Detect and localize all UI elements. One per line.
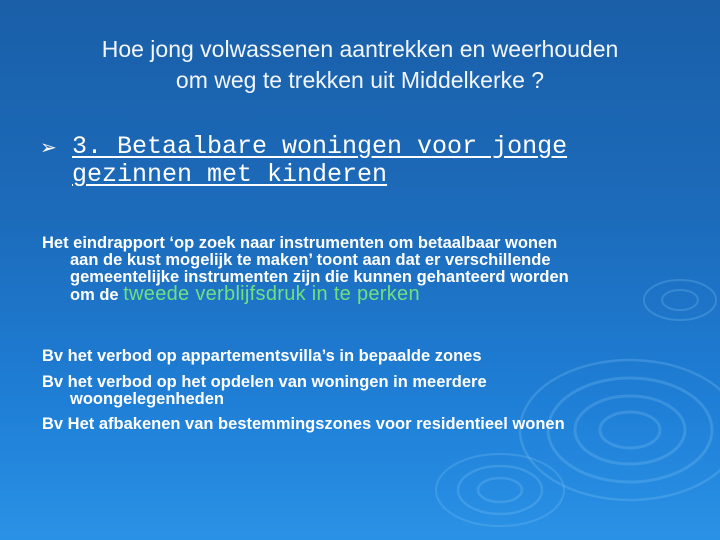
title-line-1: Hoe jong volwassenen aantrekken en weerhouden	[101, 36, 619, 62]
heading-line-2: gezinnen met kinderen	[72, 160, 388, 189]
highlight-text: tweede verblijfsdruk in te perken	[123, 283, 420, 305]
para-line-3: gemeentelijke instrumenten zijn die kunnen gehanteerd worden	[70, 268, 569, 286]
example-1-line-1: Bv het verbod op appartementsvilla’s in bepaalde zones	[42, 347, 482, 365]
example-2-line-1: Bv het verbod op het opdelen van woningen in meerdere	[42, 373, 487, 391]
para-line-2: aan de kust mogelijk te maken’ toont aan dat er verschillende	[70, 251, 551, 269]
arrow-bullet-icon: ➢	[40, 135, 57, 159]
heading-line-1: 3. Betaalbare woningen voor jonge	[72, 132, 568, 161]
example-item	[42, 416, 702, 433]
title-line-2: om weg te trekken uit Middelkerke ?	[175, 67, 545, 93]
section-heading	[40, 132, 688, 189]
example-item	[42, 374, 702, 408]
report-paragraph	[42, 235, 692, 304]
slide-title	[20, 34, 700, 96]
para-line-4	[42, 283, 692, 305]
para-line-4-start: om de	[70, 286, 124, 304]
para-line-1: Het eindrapport ‘op zoek naar instrumenten om betaalbaar wonen	[42, 234, 558, 252]
example-2-line-2: woongelegenheden	[70, 390, 225, 408]
example-item	[42, 348, 702, 365]
example-3-line-1: Bv Het afbakenen van bestemmingszones voor residentieel wonen	[42, 415, 565, 433]
